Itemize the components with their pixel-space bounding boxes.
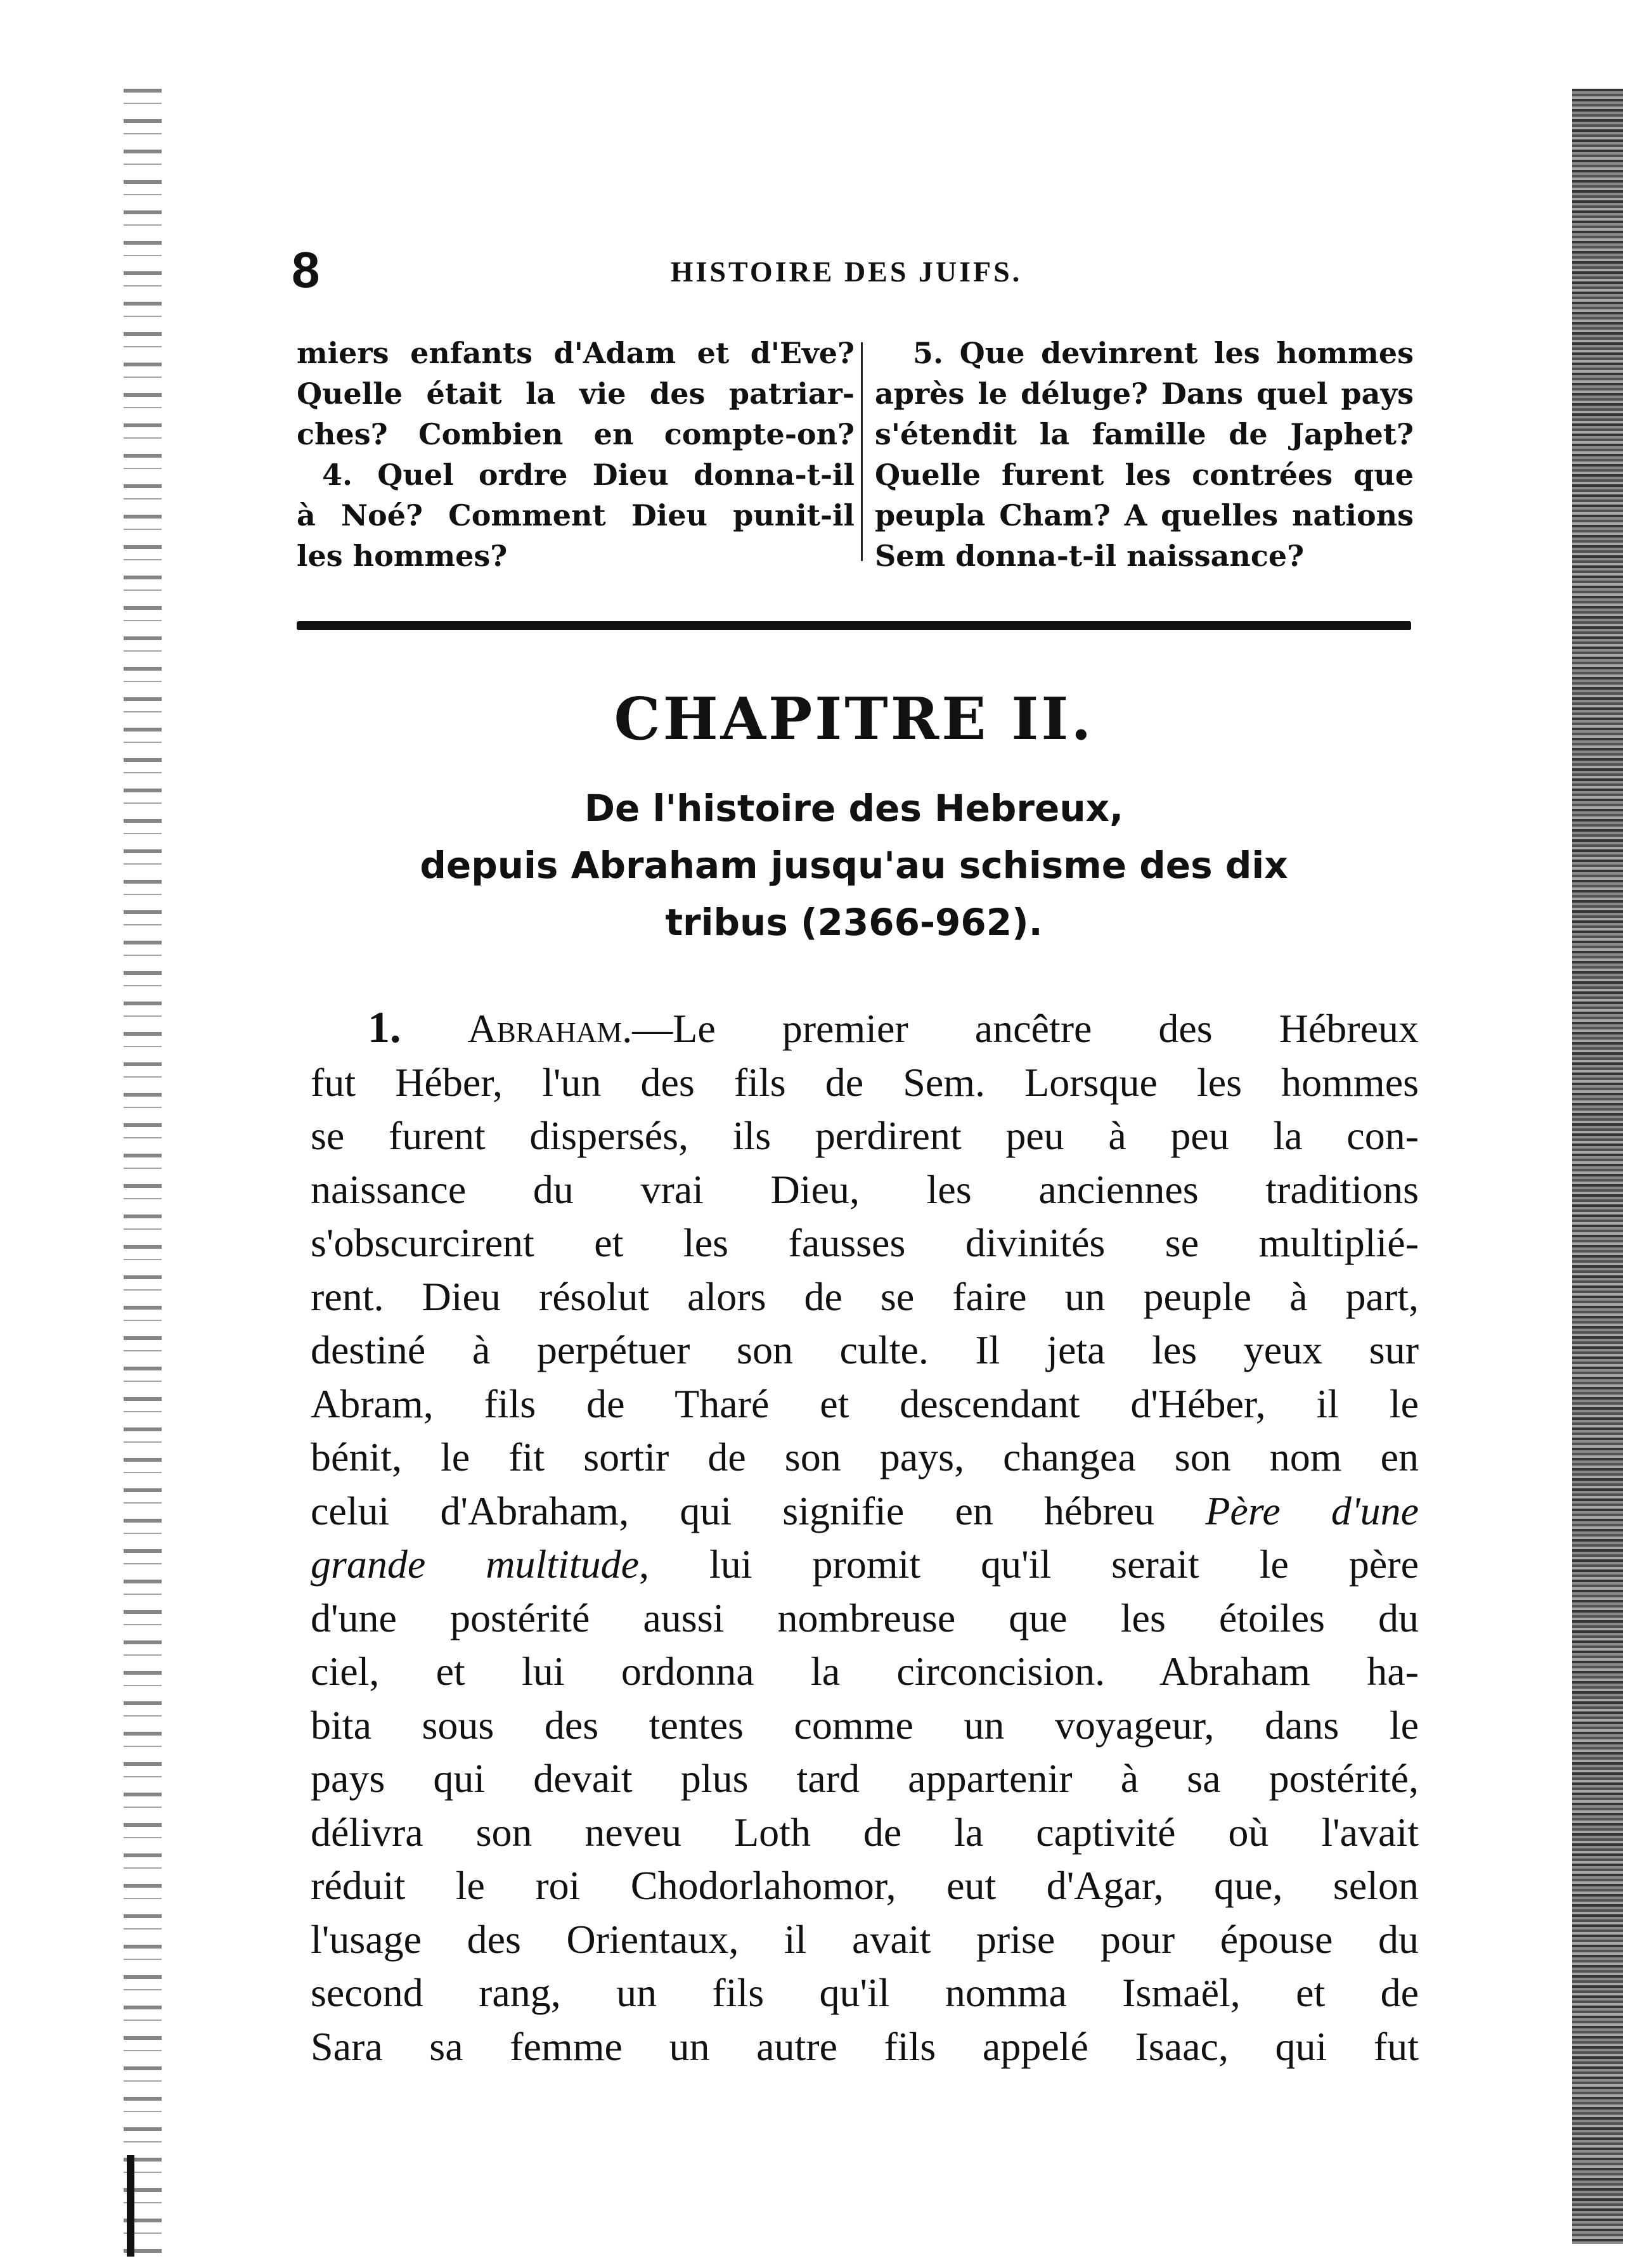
italic-phrase: grande multitude — [311, 1542, 640, 1587]
body-line: délivra son neveu Loth de la captivité où l'avait — [311, 1809, 1419, 1855]
question-line: Quelle furent les contrées que — [875, 458, 1414, 492]
questions-right-column — [875, 333, 1414, 576]
questions-left-column — [297, 333, 855, 576]
column-divider — [861, 342, 863, 561]
question-line: s'étendit la famille de Japhet? — [875, 417, 1414, 451]
scan-edge-left — [124, 89, 162, 2257]
body-line: s'obscurcirent et les fausses divinités se multiplié- — [311, 1220, 1419, 1265]
body-line: naissance du vrai Dieu, les anciennes traditions — [311, 1166, 1419, 1212]
running-title: HISTOIRE DES JUIFS. — [670, 255, 1023, 288]
paragraph-number: 1. — [368, 1003, 401, 1052]
question-line: après le déluge? Dans quel pays — [875, 377, 1414, 411]
body-text-run: celui d'Abraham, qui signifie en hébreu — [311, 1488, 1206, 1533]
question-line: miers enfants d'Adam et d'Eve? — [297, 336, 855, 370]
body-paragraph — [311, 1002, 1419, 2073]
chapter-subtitle-line: tribus (2366-962). — [665, 901, 1043, 944]
question-line: les hommes? — [297, 539, 508, 573]
question-line: 4. Quel ordre Dieu donna-t-il — [322, 458, 855, 492]
page-header — [292, 241, 1401, 298]
body-line: pays qui devait plus tard appartenir à sa postérité, — [311, 1756, 1419, 1801]
question-line: à Noé? Comment Dieu punit-il — [297, 498, 855, 532]
chapter-title: CHAPITRE II. — [614, 685, 1094, 753]
body-line: fut Héber, l'un des fils de Sem. Lorsque les hommes — [311, 1059, 1419, 1105]
body-line: réduit le roi Chodorlahomor, eut d'Agar, que, selon — [311, 1863, 1419, 1908]
scan-edge-right — [1572, 89, 1623, 2244]
paragraph-first-line — [311, 1002, 1419, 1056]
question-line: peupla Cham? A quelles nations — [875, 498, 1414, 532]
body-line: rent. Dieu résolut alors de se faire un peuple à part, — [311, 1273, 1419, 1319]
chapter-subtitle-line: depuis Abraham jusqu'au schisme des dix — [420, 844, 1288, 887]
paragraph-first-line-text: —Le premier ancêtre des Hébreux — [632, 1006, 1419, 1051]
body-line: Sara sa femme un autre fils appelé Isaac, qui fut — [311, 2023, 1419, 2069]
body-line: d'une postérité aussi nombreuse que les étoiles du — [311, 1595, 1419, 1640]
body-line: l'usage des Orientaux, il avait prise pour épouse du — [311, 1916, 1419, 1962]
body-text-run: , lui promit qu'il serait le père — [639, 1542, 1419, 1587]
chapter-subtitle — [297, 780, 1411, 951]
body-line-italic-b — [311, 1538, 1419, 1592]
body-line: Abram, fils de Tharé et descendant d'Héber, il le — [311, 1381, 1419, 1426]
body-line: bénit, le fit sortir de son pays, changea son nom en — [311, 1434, 1419, 1479]
question-line: ches? Combien en compte-on? — [297, 417, 855, 451]
italic-phrase: Père d'une — [1205, 1488, 1419, 1533]
body-line-italic-a — [311, 1485, 1419, 1538]
body-line: second rang, un fils qu'il nomma Ismaël, et de — [311, 1970, 1419, 2015]
body-line: se furent dispersés, ils perdirent peu à peu la con- — [311, 1113, 1419, 1158]
question-line: Quelle était la vie des patriar- — [297, 377, 855, 411]
body-line: bita sous des tentes comme un voyageur, dans le — [311, 1702, 1419, 1748]
section-rule — [297, 621, 1411, 630]
body-line: destiné à perpétuer son culte. Il jeta les yeux sur — [311, 1327, 1419, 1372]
paragraph-heading: Abraham. — [467, 1006, 633, 1051]
question-line: 5. Que devinrent les hommes — [913, 336, 1414, 370]
chapter-subtitle-line: De l'histoire des Hebreux, — [584, 787, 1124, 830]
page-number: 8 — [292, 242, 320, 298]
body-line: ciel, et lui ordonna la circoncision. Abraham ha- — [311, 1649, 1419, 1694]
scan-edge-mark — [127, 2155, 134, 2257]
question-line: Sem donna-t-il naissance? — [875, 539, 1305, 573]
